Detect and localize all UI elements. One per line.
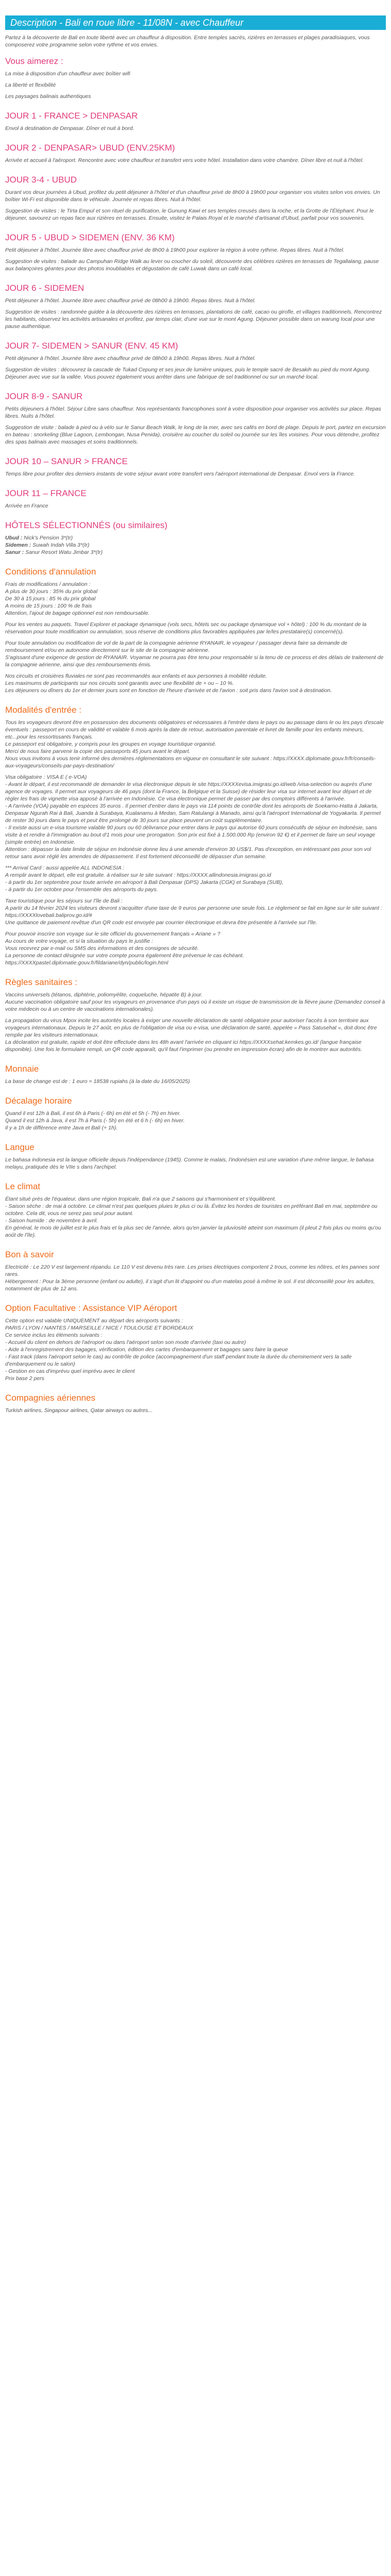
info-section bbox=[5, 1392, 386, 1414]
section-paragraph: Suggestion de visites : découvrez la cascade de Tukad Cepung et ses jeux de lumière uniques, puis le temple sacré de Besakih au pied du mont Agung. Déjeuner avec vue sur la vallée. Vous pouvez également vous arrêter dans une fabrique de sel traditionnel ou sur un marché local. bbox=[5, 367, 371, 380]
info-line: Attention : dépasser la date limite de séjour en Indonésie donne lieu à une amende d'environ 30 US$/1. Pas d'exception, en intéressant pas pour son vol retour sans avoir réglé les amendes de dépassement. Il est fortement déconseillé de dépasser d'un semaine. bbox=[5, 846, 371, 860]
itinerary-section bbox=[5, 110, 386, 132]
section-paragraph: Les paysages balinais authentiques bbox=[5, 93, 91, 100]
info-section-title: Le climat bbox=[5, 1182, 41, 1191]
info-paragraph bbox=[5, 897, 386, 926]
info-line: Vous recevrez par e-mail ou SMS des informations et des consignes de sécurité. bbox=[5, 945, 199, 951]
info-line: Prix base 2 pers bbox=[5, 1375, 44, 1382]
info-section-title: Monnaie bbox=[5, 1064, 39, 1074]
info-paragraph bbox=[5, 581, 386, 617]
hotel-location: Ubud : bbox=[5, 535, 23, 541]
itinerary-section bbox=[5, 456, 386, 478]
itinerary-section bbox=[5, 340, 386, 381]
section-title: JOUR 8-9 - SANUR bbox=[5, 391, 83, 401]
info-section bbox=[5, 1303, 386, 1382]
info-section-title: Décalage horaire bbox=[5, 1096, 72, 1106]
info-section bbox=[5, 1063, 386, 1085]
section-paragraph: Petit déjeuner à l'hôtel. Journée libre avec chauffeur privé de 08h00 à 19h00. Repas libres. Nuit à l'hôtel. bbox=[5, 298, 256, 304]
section-paragraph: La liberté et flexibilité bbox=[5, 82, 56, 88]
info-section-title: Conditions d'annulation bbox=[5, 567, 96, 577]
info-section-title: Langue bbox=[5, 1142, 35, 1152]
info-paragraph bbox=[5, 1078, 386, 1085]
section-paragraph: Suggestion de visite : balade à pied ou à vélo sur le Sanur Beach Walk, le long de la mer, avec ses cafés en bord de plage. Depuis le port, partez en excursion en bateau : snorkeling (Blue Lagoon, Lembongan, Nusa Penida), croisière au coucher du soleil ou journée sur les îles voisines. Pour vous détendre, profitez des spas balinais avec massages et soins traditionnels. bbox=[5, 424, 386, 445]
info-paragraph bbox=[5, 1195, 386, 1239]
page bbox=[0, 15, 391, 1414]
info-paragraph bbox=[5, 1407, 386, 1414]
info-line: Tous les voyageurs devront être en possession des documents obligatoires et nécessaires à l'entrée dans le pays ou au passage dans le ou les pays d'escale éventuels : passeport en cours de validité et valable 6 mois après la date de retour, autorisation parentale et livret de famille pour les enfants mineurs, etc...pour les ressortissants français. bbox=[5, 719, 384, 740]
info-line: A remplir avant le départ, elle est gratuite. à réaliser sur le site suivant : https://XXXX.allindonesia.imigrasi.go.id bbox=[5, 872, 271, 878]
info-line: - Gestion en cas d'imprévu quel imprévu avec le client bbox=[5, 1368, 135, 1374]
info-line: - Il existe aussi un e-visa tourisme valable 90 jours ou 60 délivrance pour entrer dans le pays qui autorise 60 jours consécutifs de séjour en Indonésie, sans visite à et rendre à l'immigration au bout d'1 mois pour une prorogation. Son prix est fixé à 1.500.000 Rp (environ 92 €) et il permet de faire un seul voyage (simple entrée) en Indonésie. bbox=[5, 825, 377, 845]
section-title: JOUR 10 – SANUR > FRANCE bbox=[5, 456, 128, 466]
hotels-title: HÔTELS SÉLECTIONNÉS (ou similaires) bbox=[5, 520, 168, 530]
info-line: La déclaration est gratuite, rapide et doit être effectuée dans les 48h avant l'arrivée en cliquant ici https://XXXXsehat.kemkes.go.id/ (langue française disponible). Une fois le formulaire rempli, un QR code apparaît, qu'il faut l'imprimer (ou prendre en impression écran) afin de le montrer aux autorités. bbox=[5, 1039, 363, 1053]
info-line: Electricité : Le 220 V est largement répandu. Le 110 V est devenu très rare. Les prises électriques comportent 2 trous, comme les nôtres, et les pannes sont rares. bbox=[5, 1264, 380, 1277]
info-paragraph bbox=[5, 672, 386, 694]
info-section bbox=[5, 1142, 386, 1171]
itinerary-section bbox=[5, 56, 386, 100]
info-line: - Fast track (dans l'aéroport selon le cas) au contrôle de police (accompagnement d'un staff pendant toute la durée du cheminement vers la salle d'embarquement ou le salon) bbox=[5, 1354, 352, 1367]
info-paragraph bbox=[5, 1017, 386, 1053]
info-line: *** Arrival Card : aussi appelée ALL INDONESIA : bbox=[5, 865, 124, 871]
info-line: S'agissant d'une exigence de gestion de RYANAIR. Voyamar ne pourra pas être tenu pour responsable si la tenu de ce process et des délais de traitement de la compagnie aérienne, ainsi que des remboursements émis. bbox=[5, 654, 384, 668]
info-paragraph bbox=[5, 1317, 386, 1382]
section-paragraph: Suggestion de visites : balade au Campuhan Ridge Walk au lever ou coucher du soleil, découverte des célèbres rizières en terrasses de Tegallalang, pause aux balançoires géantes pour des photos inoubliables et dégustation de café Luwak dans un café local. bbox=[5, 258, 379, 272]
info-section-title: Modalités d'entrée : bbox=[5, 705, 82, 715]
info-line: Vaccins universels (tétanos, diphtérie, poliomyélite, coqueluche, hépatite B) à jour. bbox=[5, 992, 203, 998]
hotel-name: Sanur Resort Watu Jimbar 3*(tr) bbox=[25, 549, 103, 555]
hotel-location: Sidemen : bbox=[5, 542, 31, 548]
info-line: Quand il est 12h à Bali, il est 6h à Paris (- 6h) en été et 5h (- 7h) en hiver. bbox=[5, 1110, 181, 1117]
info-line: - à partir du 1er octobre pour l'ensemble des aéroports du pays. bbox=[5, 887, 158, 893]
info-paragraph bbox=[5, 1110, 386, 1131]
hotel-row bbox=[5, 534, 386, 542]
info-section bbox=[5, 704, 386, 966]
info-line: - Accueil du client en dehors de l'aéroport ou dans l'aéroport selon son mode d'arrivée (taxi ou autre) bbox=[5, 1339, 246, 1346]
info-line: Nous vous invitons à vous tenir informé des dernières réglementations en vigueur en consultant le site suivant : https://XXXX.diplomatie.gouv.fr/fr/conseils-aux-voyageurs/conseils-par-pays-destination/ bbox=[5, 756, 376, 769]
info-line: Les déjeuners ou dîners du 1er et dernier jours sont en fonction de l'heure d'arrivée et de l'avion : soit pris dans l'avion soit à destination. bbox=[5, 687, 332, 694]
section-title: JOUR 6 - SIDEMEN bbox=[5, 283, 85, 293]
itinerary-section bbox=[5, 488, 386, 510]
info-line: - Saison sèche : de mai à octobre. Le climat n'est pas quelques pluies le plus ci ou là. Évitez les hordes de touristes en préférant Bali en mai, septembre ou octobre. Cela dit, vous ne serez pas seul pour autant. bbox=[5, 1203, 378, 1217]
section-title: JOUR 3-4 - UBUD bbox=[5, 175, 77, 185]
info-line: Pour les ventes au paquets. Travel Explorer et package dynamique (vols secs, hôtels sec ou package dynamique vol + hôtel) : 100 % du montant de la réservation pour toute modification ou annulation, sous réserve de conditions plus favorables appliquées par le/les prestataire(s) concerné(s). bbox=[5, 621, 367, 635]
section-title: JOUR 2 - DENPASAR> UBUD (ENV.25KM) bbox=[5, 143, 175, 153]
info-line: Merci de nous faire parvenir la copie des passeports 45 jours avant le départ. bbox=[5, 748, 190, 754]
info-section-title: Bon à savoir bbox=[5, 1250, 54, 1259]
info-line: - Saison humide : de novembre à avril. bbox=[5, 1218, 98, 1224]
info-line: - à partir du 1er septembre pour toute arrivée en aéroport à Bali Denpasar (DPS) Jakarta (CGK) et Surabaya (SUB), bbox=[5, 879, 284, 885]
info-line: A partir du 14 février 2024 les visiteurs devront s'acquitter d'une taxe de 9 euros par personne une seule fois. Le règlement se fait en ligne sur le site suivant : https://XXXXlovebali.baliprov.go.id/# bbox=[5, 905, 382, 918]
info-paragraph bbox=[5, 719, 386, 769]
info-line: La personne de contact désignée sur votre compte pourra également être prévenue le cas échéant. bbox=[5, 953, 244, 959]
section-paragraph: Durant vos deux journées à Ubud, profitez du petit déjeuner à l'hôtel et d'un chauffeur privé de 8h00 à 19h00 pour organiser vos visites selon vos envies. Un boîtier Wi-Fi est disponible dans le véhicule. Journée et repas libres. Nuit à l'hôtel. bbox=[5, 189, 380, 203]
section-title: JOUR 1 - FRANCE > DENPASAR bbox=[5, 111, 138, 121]
info-line: Hébergement : Pour la 3ème personne (enfant ou adulte), il s'agit d'un lit d'appoint ou d'un matelas posé à même le sol. Il est déconseillé pour les adultes, notamment de plus de 12 ans. bbox=[5, 1278, 375, 1292]
info-section bbox=[5, 566, 386, 694]
info-line: Frais de modifications / annulation : bbox=[5, 581, 91, 587]
section-title: JOUR 7- SIDEMEN > SANUR (ENV. 45 KM) bbox=[5, 341, 178, 351]
info-line: Ce service inclus les éléments suivants : bbox=[5, 1332, 103, 1338]
section-paragraph: La mise à disposition d'un chauffeur avec boîtier wifi bbox=[5, 71, 131, 77]
info-line: Attention, l'ajout de bagage optionnel est non remboursable. bbox=[5, 610, 150, 616]
info-line: - A l'arrivée (VOA) payable en espèces 35 euros . Il permet d'entrer dans le pays via 114 points de contrôle dont les aéroports de Soekarno-Hatta à Jakarta, Denpasar Ngurah Rai à Bali, Juanda à Surabaya, Kualanamu à Medan, Sam Ratulangi à Manado, ainsi qu'à l'aéroport International de Yogyakarta. Il permet de rester 30 jours dans le pays et peut être prolongé de 30 jours sur place peuvent un coût supplémentaire. bbox=[5, 803, 381, 824]
info-section bbox=[5, 1181, 386, 1239]
info-line: - Aide à l'enregistrement des bagages, vérification, édition des cartes d'embarquement et bagages sans faire la queue bbox=[5, 1347, 288, 1353]
section-title: Vous aimerez : bbox=[5, 56, 63, 66]
info-line: De 30 à 15 jours : 85 % du prix global bbox=[5, 596, 96, 602]
hotels-list bbox=[5, 534, 386, 556]
info-paragraph bbox=[5, 930, 386, 966]
info-section bbox=[5, 1095, 386, 1131]
info-line: Nos circuits et croisières fluviales ne sont pas recommandés aux enfants et aux personnes à mobilité réduite. bbox=[5, 673, 267, 679]
section-title: JOUR 11 – FRANCE bbox=[5, 488, 87, 498]
info-section-title: Option Facultative : Assistance VIP Aéroport bbox=[5, 1303, 177, 1313]
info-paragraph bbox=[5, 991, 386, 1013]
itinerary-sections bbox=[5, 56, 386, 510]
info-line: Turkish airlines, Singapour airlines, Qatar airways ou autres... bbox=[5, 1407, 153, 1414]
hotel-name: Nick's Pension 3*(tr) bbox=[24, 535, 73, 541]
info-line: PARIS / LYON / NANTES / MARSEILLE / NICE / TOULOUSE ET BORDEAUX bbox=[5, 1325, 193, 1331]
info-line: Visa obligatoire : VISA E ( e-VOA) bbox=[5, 774, 87, 780]
section-title: JOUR 5 - UBUD > SIDEMEN (ENV. 36 KM) bbox=[5, 233, 175, 242]
info-line: Les maximums de participants sur nos circuits sont garantis avec une flexibilité de + ou – 10 %. bbox=[5, 680, 234, 686]
info-paragraph bbox=[5, 639, 386, 668]
info-line: Pour pouvoir inscrire son voyage sur le site officiel du gouvernement français « Ariane » ? bbox=[5, 931, 220, 937]
section-paragraph: Arrivée en France bbox=[5, 503, 48, 509]
hotel-location: Sanur : bbox=[5, 549, 24, 555]
section-paragraph: Temps libre pour profiter des derniers instants de votre séjour avant votre transfert vers l'aéroport international de Denpasar. Envol vers la France. bbox=[5, 471, 355, 477]
section-paragraph: Envol à destination de Denpasar. Dîner et nuit à bord. bbox=[5, 125, 135, 132]
hotel-row bbox=[5, 549, 386, 556]
info-line: La propagation du virus Mpox incite les autorités locales à exiger une nouvelle déclaration de santé obligatoire pour autoriser l'accès à son territoire aux voyageurs internationaux. Depuis le 27 août, en plus de l'obligation de visa ou e-visa, une déclaration de santé, appelée « Pass Satusehat », doit donc être remplie par les visiteurs internationaux. bbox=[5, 1018, 377, 1038]
info-section-title: Règles sanitaires : bbox=[5, 977, 77, 987]
info-line: Aucune vaccination obligatoire sauf pour les voyageurs en provenance d'un pays où il existe un risque de transmission de la fièvre jaune (Demandez conseil à votre médecin ou à un centre de vaccinations internationales). bbox=[5, 999, 385, 1012]
info-paragraph bbox=[5, 1156, 386, 1171]
info-line: Le passeport est obligatoire, y compris pour les groupes en voyage touristique organisé. bbox=[5, 741, 217, 747]
info-line: Étant situé près de l'équateur, dans une région tropicale, Bali n'a que 2 saisons qui s'harmonisent et s'équilibrent. bbox=[5, 1196, 276, 1202]
info-line: Taxe touristique pour les séjours sur l'île de Bali : bbox=[5, 898, 123, 904]
info-line: Une quittance de paiement revêtue d'un QR code est envoyée par courrier électronique et devra être présentée à l'arrivée sur l'île. bbox=[5, 920, 317, 926]
section-paragraph: Petit déjeuner à l'hôtel. Journée libre avec chauffeur privé de 08h00 à 19h00. Repas libres. Nuit à l'hôtel. bbox=[5, 355, 256, 362]
info-line: https://XXXXpastel.diplomatie.gouv.fr/fildariane/dyn/public/login.html bbox=[5, 960, 169, 966]
section-paragraph: Petit déjeuner à l'hôtel. Journée libre avec chauffeur privé de 8h00 à 19h00 pour explorer la région à votre rythme. Repas libres. Nuit à l'hôtel. bbox=[5, 247, 345, 253]
itinerary-section bbox=[5, 232, 386, 272]
info-section-title: Compagnies aériennes bbox=[5, 1393, 95, 1403]
info-paragraph bbox=[5, 621, 386, 635]
info-paragraph bbox=[5, 1264, 386, 1292]
section-paragraph: Arrivée et accueil à l'aéroport. Rencontre avec votre chauffeur et transfert vers votre hôtel. Installation dans votre chambre. Dîner libre et nuit à l'hôtel. bbox=[5, 157, 364, 163]
info-line: A plus de 30 jours : 35% du prix global bbox=[5, 588, 97, 595]
info-line: Quand il est 12h à Java, il est 7h à Paris (- 5h) en été et 6 h (- 6h) en hiver. bbox=[5, 1118, 185, 1124]
info-line: - Avant le départ, il est recommandé de demander le visa électronique depuis le site https://XXXXevisa.imigrasi.go.id/web /visa-selection ou auprès d'une agence de voyages. Il permet aux voyageurs de 46 pays (dont la France, la Belgique et la Suisse) de résider leur visa sur internet avant leur départ et de régler les frais de vignette visa apposé à l'arrivée en Indonésie. Ce visa électronique permet de passer par des comptoirs différents à l'arrivée. bbox=[5, 781, 372, 802]
info-line: La base de change est de : 1 euro = 18538 rupiahs (à la date du 16/05/2025) bbox=[5, 1078, 190, 1085]
info-line: Il y a 1h de différence entre Java et Bali (+ 1h). bbox=[5, 1125, 118, 1131]
info-line: Au cours de votre voyage, et si la situation du pays le justifie : bbox=[5, 938, 153, 944]
info-section bbox=[5, 1249, 386, 1292]
section-paragraph: Suggestion de visites : le Tirta Empul et son rituel de purification, le Gunung Kawi et ses temples creusés dans la roche, et la Grotte de l'Éléphant. Pour le déjeuner, savourez un repas face aux rizières en terrasses. Ensuite, visitez le Palais Royal et le marché d'artisanat d'Ubud, parfait pour vos souvenirs. bbox=[5, 208, 374, 221]
page-title: Description - Bali en roue libre - 11/08N - avec Chauffeur bbox=[5, 15, 386, 30]
info-paragraph bbox=[5, 864, 386, 893]
intro-text: Partez à la découverte de Bali en toute liberté avec un chauffeur à disposition. Entre temples sacrés, rizières en terrasses et plages paradisiaques, vous composerez votre programme selon votre rythme et vos envies. bbox=[5, 35, 370, 48]
itinerary-section bbox=[5, 283, 386, 330]
itinerary-section bbox=[5, 174, 386, 222]
info-line: Le bahasa indonesia est la langue officielle depuis l'indépendance (1945). Comme le malais, l'indonésien est une variation d'une même langue, le bahasa melayu, pratiquée dès le VIIe s dans l'archipel. bbox=[5, 1157, 374, 1170]
info-line: A moins de 15 jours : 100 % de frais bbox=[5, 603, 92, 609]
info-sections bbox=[5, 566, 386, 1414]
info-line: En général, le mois de juillet est le plus frais et la plus sec de l'année, alors qu'en janvier la pluviosité atteint son maximum (il pleut 2 fois plus ou moins qu'ou août de l'île). bbox=[5, 1225, 381, 1238]
info-section bbox=[5, 977, 386, 1053]
section-paragraph: Suggestion de visites : randonnée guidée à la découverte des rizières en terrasses, plantations de café, cacao ou girofle, et villages traditionnels. Rencontrez les habitants, observez les activités artisanales et profitez, par temps clair, d'une vue sur le mont Agung. Déjeuner possible dans un warung local pour une pause authentique. bbox=[5, 309, 382, 330]
itinerary-section bbox=[5, 391, 386, 446]
info-line: Pour toute annulation ou modification de vol de la part de la compagnie aérienne RYANAIR, le voyageur / passager devra faire sa demande de remboursement et/ou en autonome directement sur le site de la compagnie aérienne. bbox=[5, 640, 348, 653]
info-line: Cette option est valable UNIQUEMENT au départ des aéroports suivants : bbox=[5, 1318, 183, 1324]
section-paragraph: Petits déjeuners à l'hôtel. Séjour Libre sans chauffeur. Nos représentants francophones sont à votre disposition pour organiser vos activités sur place. Repas libres. Nuits à l'hôtel. bbox=[5, 406, 381, 419]
hotels-section bbox=[5, 520, 386, 556]
itinerary-section bbox=[5, 142, 386, 164]
hotel-row bbox=[5, 542, 386, 549]
hotel-name: Suwah Indah Villa 3*(tr) bbox=[32, 542, 90, 548]
info-paragraph bbox=[5, 774, 386, 860]
